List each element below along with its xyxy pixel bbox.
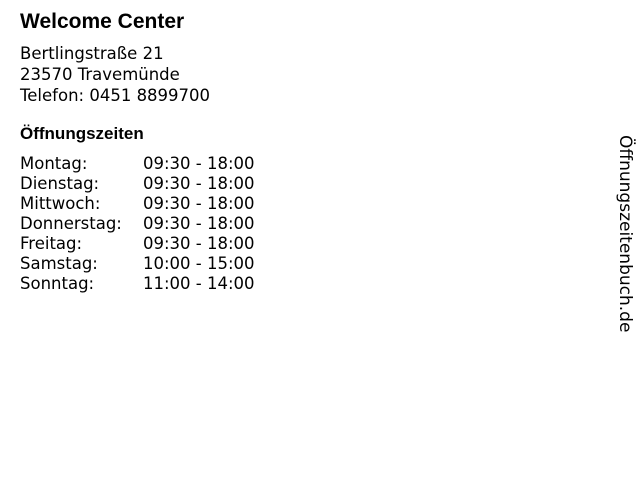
hours-row-friday [20,234,273,254]
opening-hours-table [20,154,273,294]
business-name: Welcome Center [20,10,185,33]
hours-row-monday [20,154,273,174]
day-label: Samstag: [20,254,98,273]
hours-row-wednesday [20,194,273,214]
site-watermark: Öffnungszeitenbuch.de [615,135,635,333]
city-address: 23570 Travemünde [20,65,180,84]
address-block [20,43,210,106]
time-range: 09:30 - 18:00 [143,154,255,173]
day-label: Donnerstag: [20,214,122,233]
day-label: Freitag: [20,234,83,253]
hours-row-saturday [20,254,273,274]
hours-row-sunday [20,274,273,294]
hours-row-thursday [20,214,273,234]
time-range: 10:00 - 15:00 [143,254,255,273]
time-range: 09:30 - 18:00 [143,234,255,253]
day-label: Montag: [20,154,88,173]
time-range: 09:30 - 18:00 [143,194,255,213]
opening-hours-heading: Öffnungszeiten [20,124,144,143]
day-label: Sonntag: [20,274,95,293]
street-address: Bertlingstraße 21 [20,44,164,63]
time-range: 09:30 - 18:00 [143,214,255,233]
time-range: 09:30 - 18:00 [143,174,255,193]
day-label: Mittwoch: [20,194,101,213]
time-range: 11:00 - 14:00 [143,274,255,293]
hours-row-tuesday [20,174,273,194]
day-label: Dienstag: [20,174,100,193]
phone-number: Telefon: 0451 8899700 [20,86,211,105]
